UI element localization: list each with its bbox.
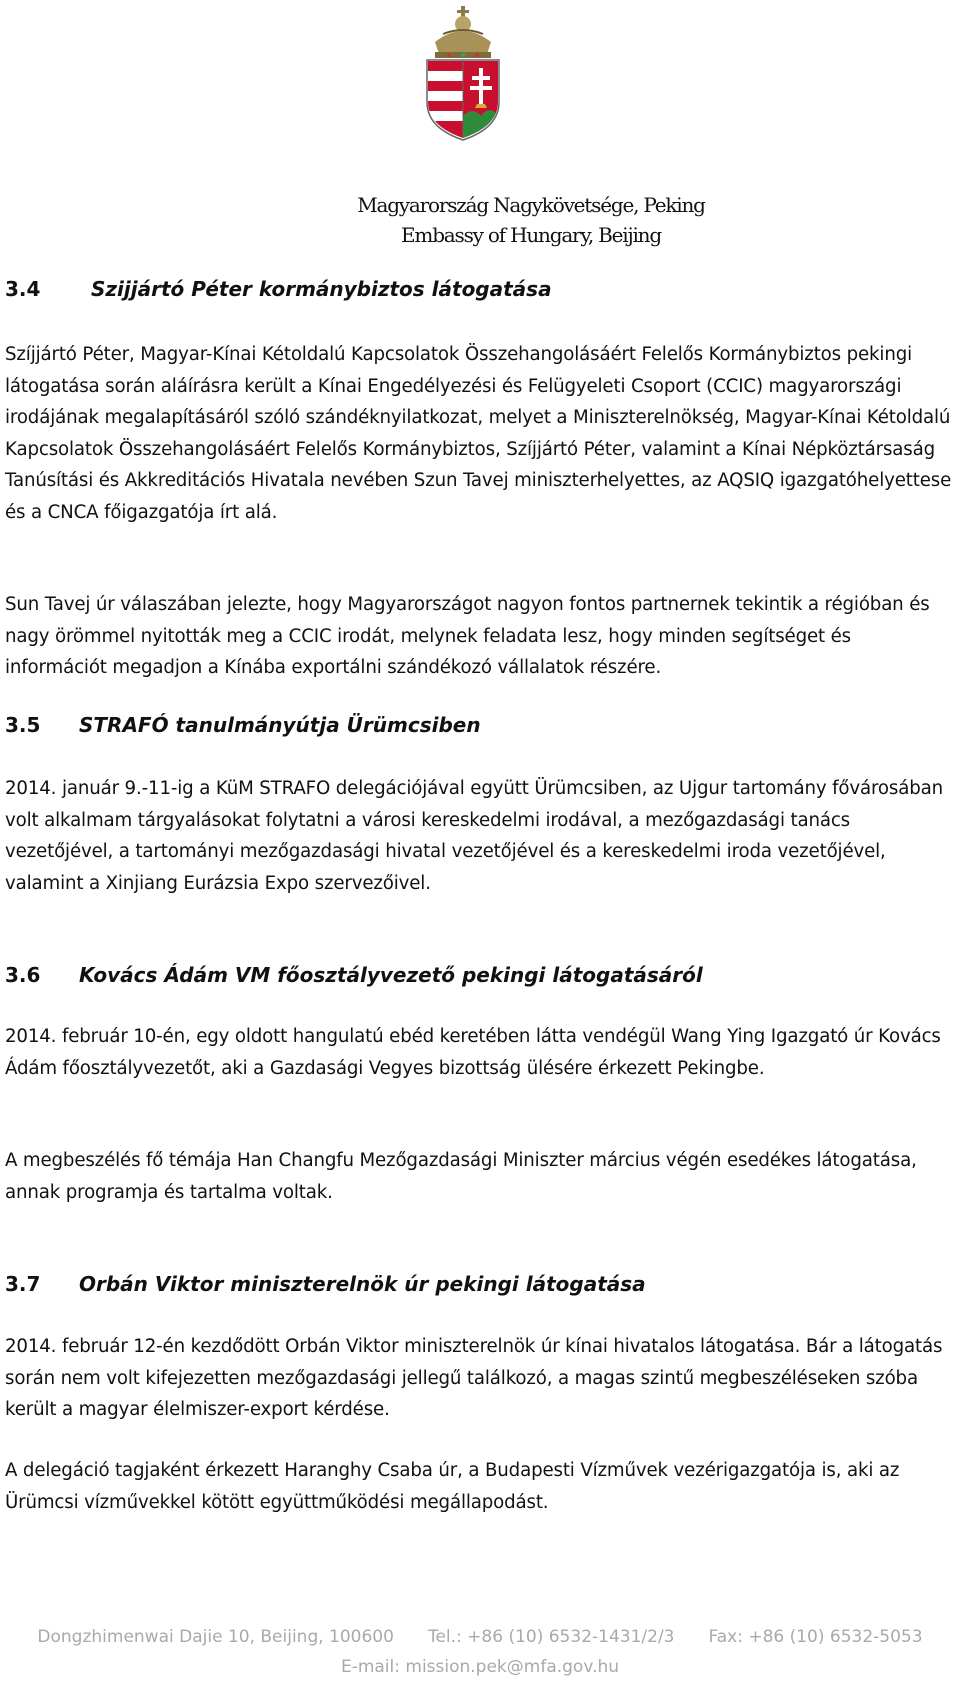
paragraph: A delegáció tagjaként érkezett Haranghy Csaba úr, a Budapesti Vízművek vezérigazgatója is, aki az Ürümcsi vízművekkel kötött együttműködési megállapodást. — [5, 1460, 900, 1513]
section-title: STRAFÓ tanulmányútja Ürümcsiben — [79, 713, 481, 737]
section-number: 3.7 — [5, 1272, 41, 1296]
paragraph: Szíjjártó Péter, Magyar-Kínai Kétoldalú Kapcsolatok Összehangolásáért Felelős Kormánybiztos pekingi látogatása során aláírásra került a Kínai Engedélyezési és Felügyeleti Csoport (CCIC) magyarországi irodájának megalapításáról szóló szándéknyilatkozat, melyet a Miniszterelnökség, Magyar-Kínai Kétoldalú Kapcsolatok Összehangolásáért Felelős Kormánybiztos, Szíjjártó Péter, valamint a Kínai Népköztársaság Tanúsítási és Akkreditációs Hivatala nevében Szun Tavej miniszterhelyettes, az AQSIQ igazgatóhelyettese és a CNCA főigazgatója írt alá. — [5, 344, 952, 523]
footer-fax: Fax: +86 (10) 6532-5053 — [708, 1627, 923, 1647]
section-heading-3-4 — [5, 277, 552, 301]
paragraph: 2014. február 12-én kezdődött Orbán Viktor miniszterelnök úr kínai hivatalos látogatása. Bár a látogatás során nem volt kifejezetten mezőgazdasági jellegű találkozó, a magas szintű megbeszéléseken szóba került a magyar élelmiszer-export kérdése. — [5, 1336, 943, 1421]
embassy-name — [0, 190, 960, 250]
section-title: Orbán Viktor miniszterelnök úr pekingi látogatása — [79, 1272, 646, 1296]
section-heading-3-6 — [5, 963, 703, 987]
section-number: 3.5 — [5, 713, 41, 737]
paragraph: 2014. február 10-én, egy oldott hangulatú ebéd keretében látta vendégül Wang Ying Igazgató úr Kovács Ádám főosztályvezetőt, aki a Gazdasági Vegyes bizottság ülésére érkezett Pekingbe. — [5, 1026, 941, 1079]
footer-address: Dongzhimenwai Dajie 10, Beijing, 100600 — [37, 1627, 394, 1647]
hungarian-coat-of-arms-icon — [415, 4, 511, 144]
paragraph: Sun Tavej úr válaszában jelezte, hogy Magyarországot nagyon fontos partnernek tekintik a régióban és nagy örömmel nyitották meg a CCIC irodát, melynek feladata lesz, hogy minden segítséget és információt megadjon a Kínába exportálni szándékozó vállalatok részére. — [5, 594, 930, 679]
section-title: Kovács Ádám VM főosztályvezető pekingi látogatásáról — [79, 963, 703, 987]
footer-tel: Tel.: +86 (10) 6532-1431/2/3 — [427, 1627, 675, 1647]
paragraph: A megbeszélés fő témája Han Changfu Mezőgazdasági Miniszter március végén esedékes látogatása, annak programja és tartalma voltak. — [5, 1150, 917, 1203]
footer-email: E-mail: mission.pek@mfa.gov.hu — [340, 1657, 620, 1677]
section-title: Szijjártó Péter kormánybiztos látogatása — [91, 277, 552, 301]
section-heading-3-5 — [5, 713, 481, 737]
section-heading-3-7 — [5, 1272, 646, 1296]
section-number: 3.4 — [5, 277, 41, 301]
embassy-name-en: Embassy of Hungary, Beijing — [401, 223, 661, 247]
section-number: 3.6 — [5, 963, 41, 987]
paragraph: 2014. január 9.-11-ig a KüM STRAFO delegációjával együtt Ürümcsiben, az Ujgur tartomány fővárosában volt alkalmam tárgyalásokat folytatni a városi kereskedelmi irodával, a mezőgazdasági tanács vezetőjével, a tartományi mezőgazdasági hivatal vezetőjével és a kereskedelmi iroda vezetőjével, valamint a Xinjiang Eurázsia Expo szervezőivel. — [5, 778, 943, 894]
footer-contact-line — [0, 1627, 960, 1647]
footer-email-line — [0, 1657, 960, 1677]
embassy-name-hu: Magyarország Nagykövetsége, Peking — [357, 193, 705, 217]
